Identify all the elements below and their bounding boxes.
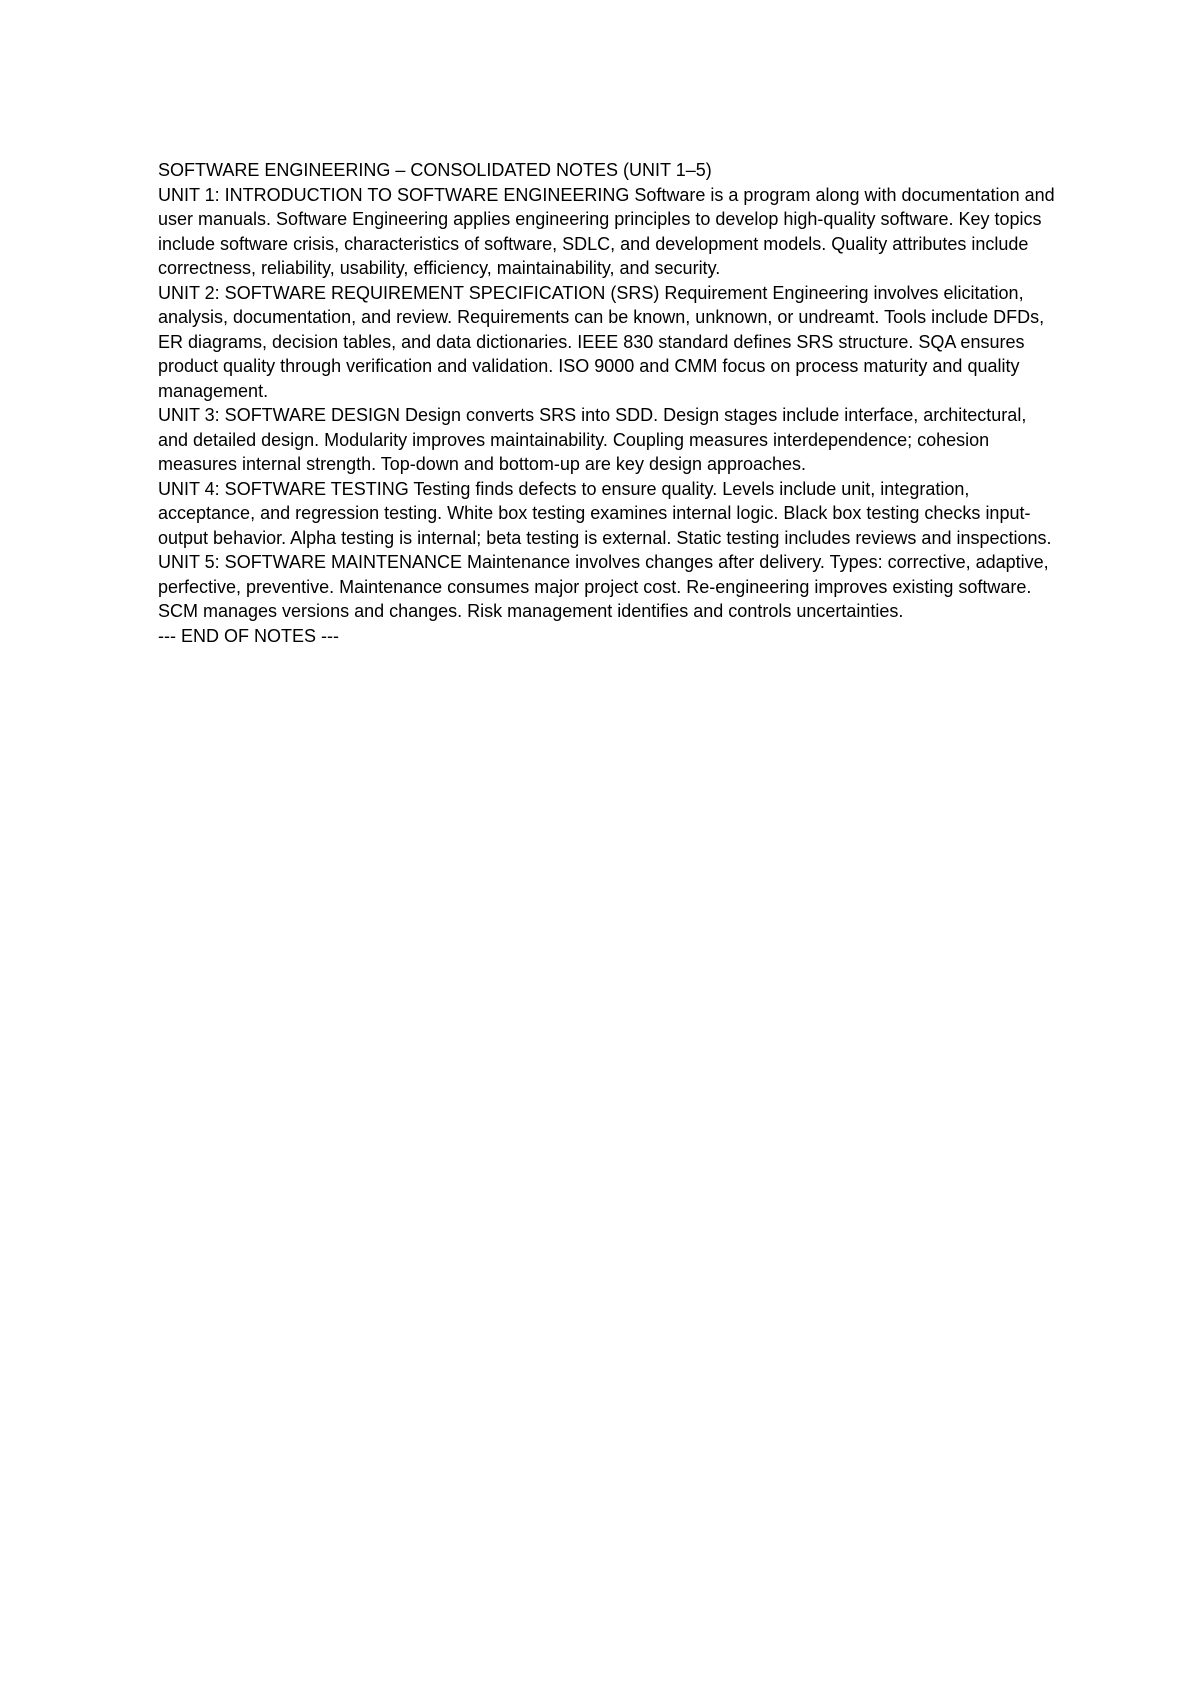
unit-4-paragraph: UNIT 4: SOFTWARE TESTING Testing finds defects to ensure quality. Levels include unit, integration, acceptance, and regression testing. White box testing examines internal logic. Black box testing checks input-output behavior. Alpha testing is internal; beta testing is external. Static testing includes reviews and inspections. (158, 478, 1052, 548)
unit-1-paragraph: UNIT 1: INTRODUCTION TO SOFTWARE ENGINEERING Software is a program along with documentation and user manuals. Software Engineering applies engineering principles to develop high-quality software. Key topics include software crisis, characteristics of software, SDLC, and development models. Quality attributes include correctness, reliability, usability, efficiency, maintainability, and security. (158, 184, 1055, 278)
unit-3-paragraph: UNIT 3: SOFTWARE DESIGN Design converts SRS into SDD. Design stages include interface, architectural, and detailed design. Modularity improves maintainability. Coupling measures interdependence; cohesion measures internal strength. Top-down and bottom-up are key design approaches. (158, 405, 1027, 474)
unit-5-paragraph: UNIT 5: SOFTWARE MAINTENANCE Maintenance involves changes after delivery. Types: corrective, adaptive, perfective, preventive. Maintenance consumes major project cost. Re-engineering improves existing software. SCM manages versions and changes. Risk management identifies and controls uncertainties. (158, 552, 1049, 621)
end-of-notes: --- END OF NOTES --- (158, 625, 339, 646)
document-title: SOFTWARE ENGINEERING – CONSOLIDATED NOTES (UNIT 1–5) (158, 160, 712, 180)
unit-2-paragraph: UNIT 2: SOFTWARE REQUIREMENT SPECIFICATION (SRS) Requirement Engineering involves elicitation, analysis, documentation, and review. Requirements can be known, unknown, or undreamt. Tools include DFDs, ER diagrams, decision tables, and data dictionaries. IEEE 830 standard defines SRS structure. SQA ensures product quality through verification and validation. ISO 9000 and CMM focus on process maturity and quality management. (158, 282, 1045, 401)
document-body (158, 158, 1058, 648)
